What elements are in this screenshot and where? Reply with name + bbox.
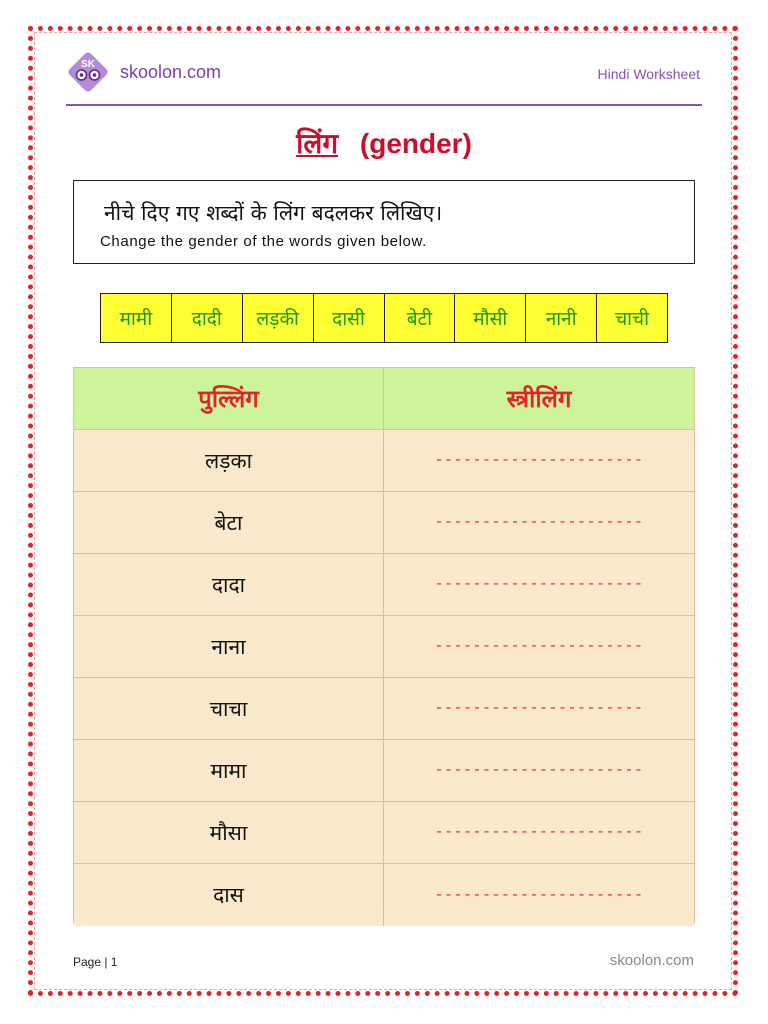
masculine-word: लड़का (74, 430, 384, 491)
masculine-word: बेटा (74, 492, 384, 553)
feminine-answer-blank[interactable] (384, 554, 694, 615)
footer-site[interactable]: skoolon.com (609, 952, 694, 969)
answer-line: ---------------------- (434, 514, 644, 531)
answer-line: ---------------------- (434, 762, 644, 779)
header-divider (66, 104, 702, 106)
word-bank-item: दादी (172, 294, 243, 342)
table-header-row (74, 368, 694, 430)
word-bank-item: दासी (314, 294, 385, 342)
answer-line: ---------------------- (434, 824, 644, 841)
brand-name[interactable]: skoolon.com (120, 62, 222, 82)
skoolon-logo-icon (66, 50, 110, 94)
masculine-word: नाना (74, 616, 384, 677)
feminine-answer-blank[interactable] (384, 616, 694, 677)
feminine-answer-blank[interactable] (384, 492, 694, 553)
masculine-word: चाचा (74, 678, 384, 739)
title-english: (gender) (359, 128, 472, 159)
table-row (74, 430, 694, 492)
table-row (74, 864, 694, 926)
masculine-word: दादा (74, 554, 384, 615)
header-masculine: पुल्लिंग (74, 368, 384, 429)
table-row (74, 554, 694, 616)
word-bank-item: नानी (526, 294, 597, 342)
answer-line: ---------------------- (434, 576, 644, 593)
title-hindi: लिंग (296, 128, 339, 159)
masculine-word: दास (74, 864, 384, 926)
instruction-box (73, 180, 695, 264)
worksheet-tag: Hindi Worksheet (597, 66, 700, 82)
word-bank-item: लड़की (243, 294, 314, 342)
feminine-answer-blank[interactable] (384, 802, 694, 863)
table-row (74, 492, 694, 554)
answer-line: ---------------------- (434, 638, 644, 655)
header (66, 50, 702, 102)
logo-text: SK (81, 59, 95, 70)
masculine-word: मामा (74, 740, 384, 801)
masculine-word: मौसा (74, 802, 384, 863)
page-number: Page | 1 (73, 955, 118, 969)
answer-line: ---------------------- (434, 700, 644, 717)
word-bank-item: चाची (615, 308, 650, 330)
feminine-answer-blank[interactable] (384, 430, 694, 491)
word-bank-item: मामी (101, 294, 172, 342)
answer-line: ---------------------- (434, 886, 644, 904)
feminine-answer-blank[interactable] (384, 864, 694, 926)
table-row (74, 616, 694, 678)
word-bank-item: मौसी (455, 294, 526, 342)
table-row (74, 678, 694, 740)
instruction-english: Change the gender of the words given below. (100, 233, 427, 250)
word-bank-item: बेटी (385, 294, 456, 342)
table-row (74, 740, 694, 802)
answer-line: ---------------------- (434, 452, 644, 469)
header-feminine: स्त्रीलिंग (506, 385, 572, 413)
feminine-answer-blank[interactable] (384, 740, 694, 801)
table-row (74, 802, 694, 864)
word-bank (100, 293, 668, 343)
gender-table (73, 367, 695, 923)
instruction-hindi: नीचे दिए गए शब्दों के लिंग बदलकर लिखिए। (104, 201, 443, 225)
feminine-answer-blank[interactable] (384, 678, 694, 739)
page-title (0, 124, 768, 162)
